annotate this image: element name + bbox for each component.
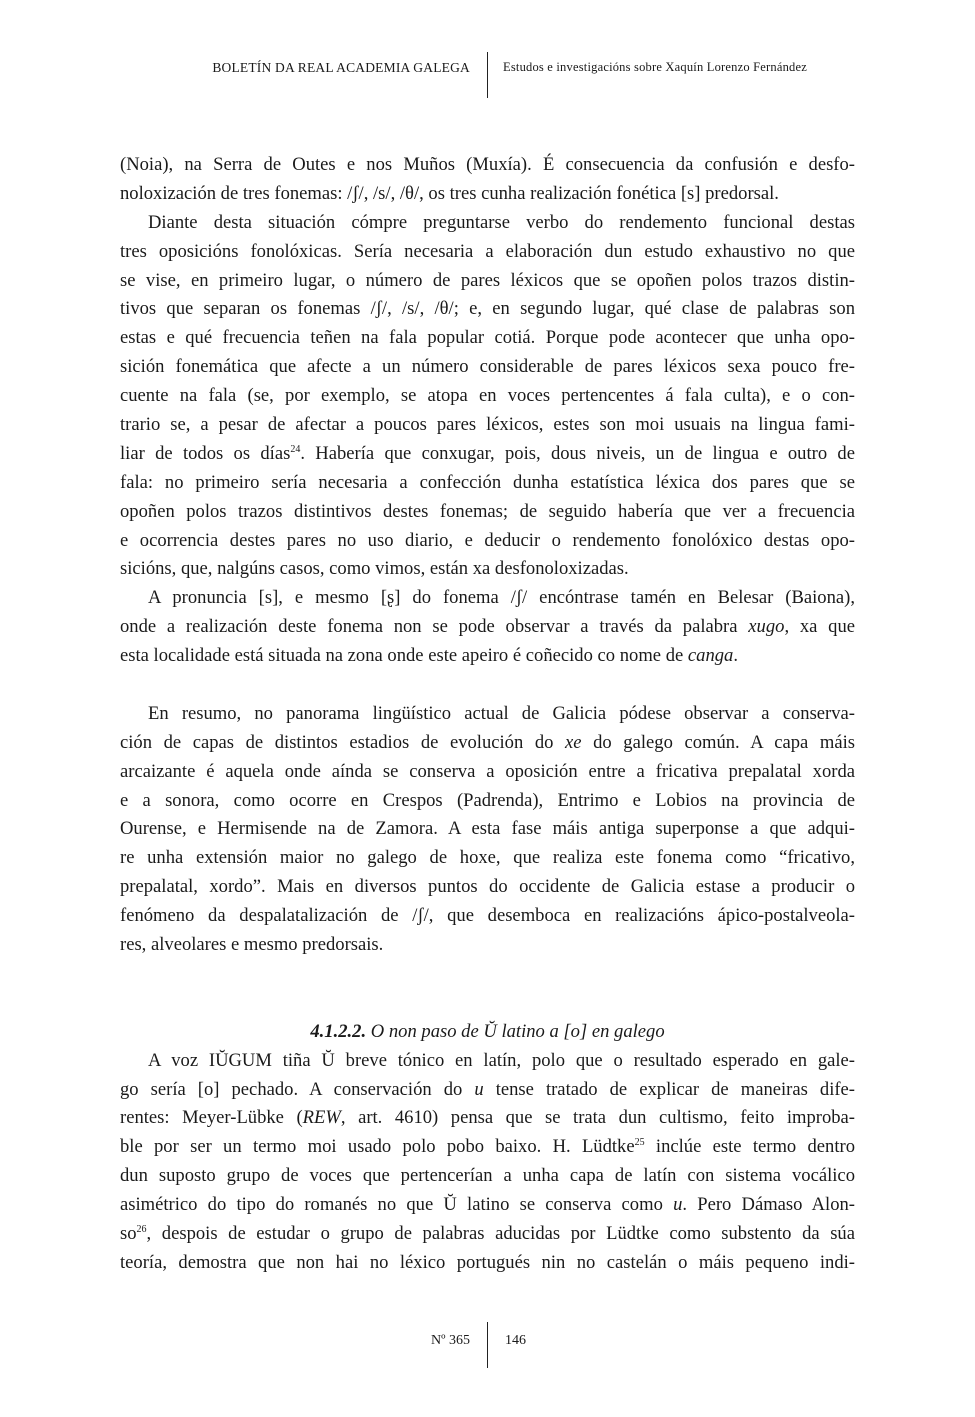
text-line <box>120 440 855 469</box>
journal-title: BOLETÍN DA REAL ACADEMIA GALEGA <box>212 60 470 75</box>
text-segment: do galego común. A capa máis <box>581 731 855 753</box>
section-number: 4.1.2.2. <box>310 1020 367 1042</box>
text-line <box>120 1220 855 1249</box>
text-segment: . <box>733 645 738 667</box>
paragraph-gap <box>120 960 855 989</box>
text-line <box>120 642 855 671</box>
text-line: prepalatal, xordo”. Mais en diversos puntos do occidente de Galicia estase a producir o <box>120 876 855 898</box>
text-line: (Noia), na Serra de Outes e nos Muños (Muxía). É consecuencia da confusión e desfo- <box>120 154 855 175</box>
header-divider <box>487 52 488 98</box>
section-title: Estudos e investigacións sobre Xaquín Lorenzo Fernández <box>503 60 807 74</box>
text-segment: rentes: Meyer-Lübke ( <box>120 1107 303 1129</box>
text-segment: , art. 4610) pensa que se trata dun cultismo, feito improba- <box>340 1107 855 1129</box>
text-line <box>120 1191 855 1220</box>
footnote-ref[interactable]: 24 <box>290 443 301 455</box>
text-line: sicións, que, nalgúns casos, como vimos, están xa desfonoloxizadas. <box>120 558 629 580</box>
paragraph <box>120 209 855 585</box>
text-segment: tense tratado de explicar de maneiras dife- <box>483 1078 855 1100</box>
text-line: tres oposicións fonolóxicas. Sería necesaria a elaboración dun estudo exhaustivo no que <box>120 240 855 262</box>
text-line: opoñen polos trazos distintivos destes fonemas; de seguido habería que ver a frecuencia <box>120 500 855 522</box>
italic-term: xe <box>565 731 582 753</box>
paragraph <box>120 1047 855 1278</box>
text-segment: go sería [o] pechado. A conservación do <box>120 1078 475 1100</box>
text-line: A voz IŬGUM tiña Ŭ breve tónico en latín, polo que o resultado esperado en gale- <box>148 1049 855 1071</box>
text-line: En resumo, no panorama lingüístico actual de Galicia pódese observar a conserva- <box>148 702 855 724</box>
text-segment: . Pero Dámaso Alon- <box>682 1194 855 1216</box>
text-segment: so <box>120 1222 137 1244</box>
page-number: 146 <box>505 1333 526 1348</box>
issue-number: Nº 365 <box>431 1333 470 1348</box>
paragraph <box>120 151 855 209</box>
paragraph <box>120 700 855 960</box>
text-line: se vise, en primeiro lugar, o número de pares léxicos que se opoñen polos trazos distin- <box>120 269 855 291</box>
text-segment: ble por ser un termo moi usado polo pobo baixo. H. Lüdtke <box>120 1136 635 1158</box>
body-text <box>120 151 855 1278</box>
text-line: dun suposto grupo de voces que pertencerían a unha capa de latín con sistema vocálico <box>120 1165 855 1187</box>
text-segment: , xa que <box>784 616 856 638</box>
paragraph <box>120 584 855 671</box>
text-line: cuente na fala (se, por exemplo, se atopa en voces pertencentes á fala culta), e o con- <box>120 385 855 407</box>
footer-divider <box>487 1322 488 1368</box>
text-line: re unha extensión maior no galego de hoxe, que realiza este fonema como “fricativo, <box>120 847 855 869</box>
paragraph-gap <box>120 671 855 700</box>
text-line: trario se, a pesar de afectar a poucos pares léxicos, estes son moi usuais na lingua fami- <box>120 414 855 436</box>
italic-term: u <box>474 1078 484 1100</box>
text-line: tivos que separan os fonemas /ʃ/, /s/, /θ/; e, en segundo lugar, qué clase de palabras son <box>120 298 855 320</box>
italic-term: REW <box>302 1107 341 1129</box>
text-line: Ourense, e Hermisende na de Zamora. A esta fase máis antiga superponse a que adqui- <box>120 818 855 840</box>
italic-term: canga <box>687 645 734 667</box>
text-line: fenómeno da despalatalización de /ʃ/, que desemboca en realizacións ápico-postalveola- <box>120 905 855 927</box>
text-segment: . Habería que conxugar, pois, dous niveis, un de lingua e outro de <box>300 442 855 464</box>
text-line: teoría, demostra que non hai no léxico portugués nin no castelán o máis pequeno indi- <box>120 1251 855 1273</box>
text-segment: liar de todos os días <box>120 442 291 464</box>
text-segment: esta localidade está situada na zona onde este apeiro é coñecido co nome de <box>120 645 688 667</box>
section-heading <box>120 1018 855 1047</box>
italic-term: xugo <box>748 616 785 638</box>
text-line: arcaizante é aquela onde aínda se conserva a oposición entre a fricativa prepalatal xorda <box>120 760 855 782</box>
text-line <box>120 613 855 642</box>
text-line: fala: no primeiro sería necesaria a confección dunha estatística léxica dos pares que se <box>120 471 855 493</box>
text-line: estas e qué frecuencia teñen na fala popular cotiá. Porque pode acontecer que unha opo- <box>120 327 855 349</box>
text-segment: ción de capas de distintos estadios de evolución do <box>120 731 566 753</box>
text-line: A pronuncia [s], e mesmo [ʂ] do fonema /ʃ/ encóntrase tamén en Belesar (Baiona), <box>148 587 855 609</box>
footnote-ref[interactable]: 26 <box>136 1223 147 1235</box>
text-line <box>120 1133 855 1162</box>
footnote-ref[interactable]: 25 <box>634 1137 645 1149</box>
text-line: noloxización de tres fonemas: /ʃ/, /s/, /θ/, os tres cunha realización fonética [s] predorsal. <box>120 182 779 204</box>
paragraph-gap <box>120 989 855 1018</box>
italic-term: u <box>673 1194 683 1216</box>
text-segment: , despois de estudar o grupo de palabras aducidas por Lüdtke como substento da súa <box>146 1222 855 1244</box>
text-line <box>120 729 855 758</box>
text-line <box>120 1104 855 1133</box>
text-segment: onde a realización deste fonema non se pode observar a través da palabra <box>120 616 749 638</box>
text-segment: asimétrico do tipo do romanés no que Ŭ latino se conserva como <box>120 1194 674 1216</box>
text-line: sición fonemática que afecte a un número considerable de pares léxicos sexa pouco fre- <box>120 356 855 378</box>
text-line <box>120 1076 855 1105</box>
text-line: e ocorrencia destes pares no uso diario, e deducir o rendemento fonolóxico destas opo- <box>120 529 855 551</box>
text-line: res, alveolares e mesmo predorsais. <box>120 934 384 956</box>
text-line: Diante desta situación cómpre preguntarse verbo do rendemento funcional destas <box>148 211 855 233</box>
section-heading-title: O non paso de Ŭ latino a [o] en galego <box>370 1020 665 1042</box>
text-line: e a sonora, como ocorre en Crespos (Padrenda), Entrimo e Lobios na provincia de <box>120 789 855 811</box>
text-segment: inclúe este termo dentro <box>644 1136 856 1158</box>
